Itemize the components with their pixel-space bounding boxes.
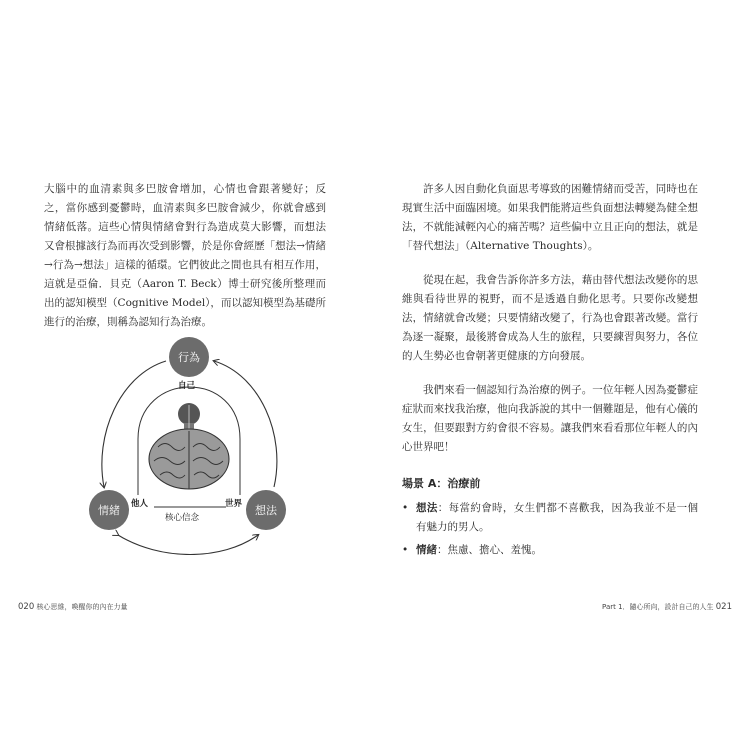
right-body — [402, 180, 698, 564]
left-footer — [18, 602, 127, 612]
node-thought: 想法 — [246, 490, 286, 530]
cognitive-model-diagram — [80, 335, 300, 555]
label-self: 自己 — [178, 381, 196, 391]
scene-heading: 場景 A：治療前 — [402, 477, 481, 490]
right-page — [375, 0, 750, 750]
bullet-separator: ： — [437, 502, 449, 514]
page-number: 020 — [18, 602, 35, 612]
arrow-emotion-to-thought — [118, 535, 258, 555]
left-paragraph: 大腦中的血清素與多巴胺會增加，心情也會跟著變好；反之，當你感到憂鬱時，血清素與多巴胺會減少，你就會感到情緒低落。這些心情與情緒會對行為造成莫大影響，而想法又會根據該行為而再次受到影響，於是你會經歷「想法→情緒→行為→想法」這樣的循環。它們彼此之間也具有相互作用，這就是亞倫．貝克（Aaron T. Beck）博士研究後所整理而出的認知模型（Cognitive Model），而以認知模型為基礎所進行的治療，則稱為認知行為治療。 — [44, 183, 326, 328]
label-world: 世界 — [225, 499, 243, 509]
paragraph: 我們來看一個認知行為治療的例子。一位年輕人因為憂鬱症症狀而來找我治療，他向我訴說的其中一個難題是，他有心儀的女生，但要跟對方約會很不容易。讓我們來看看那位年輕人的內心世界吧！ — [402, 384, 698, 453]
paragraph: 許多人因自動化負面思考導致的困難情緒而受苦，同時也在現實生活中面臨困境。如果我們能將這些負面想法轉變為健全想法，不就能減輕內心的痛苦嗎？這些偏中立且正向的想法，就是「替代想法」（Alternative Thoughts）。 — [402, 183, 698, 252]
label-others: 他人 — [131, 499, 149, 509]
page-number: 021 — [715, 602, 732, 612]
node-behavior: 行為 — [169, 337, 209, 377]
list-item — [402, 541, 698, 560]
right-footer — [602, 602, 732, 612]
bullet-label: 想法 — [416, 502, 438, 514]
label-core-belief: 核心信念 — [165, 513, 200, 523]
running-title: 核心思維，喚醒你的內在力量 — [36, 603, 128, 611]
bullet-label: 情緒 — [416, 544, 437, 556]
bullet-separator: ： — [437, 544, 448, 556]
bullet-text: 每當約會時，女生們都不喜歡我，因為我並不是一個有魅力的男人。 — [416, 502, 699, 533]
list-item — [402, 499, 698, 537]
node-emotion: 情緒 — [89, 490, 129, 530]
brain-icon — [149, 429, 229, 489]
bullet-list — [402, 499, 698, 560]
paragraph: 從現在起，我會告訴你許多方法，藉由替代想法改變你的思維與看待世界的視野，而不是透過自動化思考。只要你改變想法，情緒就會改變；只要情緒改變了，行為也會跟著改變。當行為逐一凝聚，最後將會成為人生的旅程，只要練習與努力，各位的人生勢必也會朝著更健康的方向發展。 — [402, 274, 698, 362]
bullet-text: 焦慮、擔心、羞愧。 — [447, 544, 542, 556]
running-title: Part 1．隨心所向，設計自己的人生 — [602, 603, 714, 611]
